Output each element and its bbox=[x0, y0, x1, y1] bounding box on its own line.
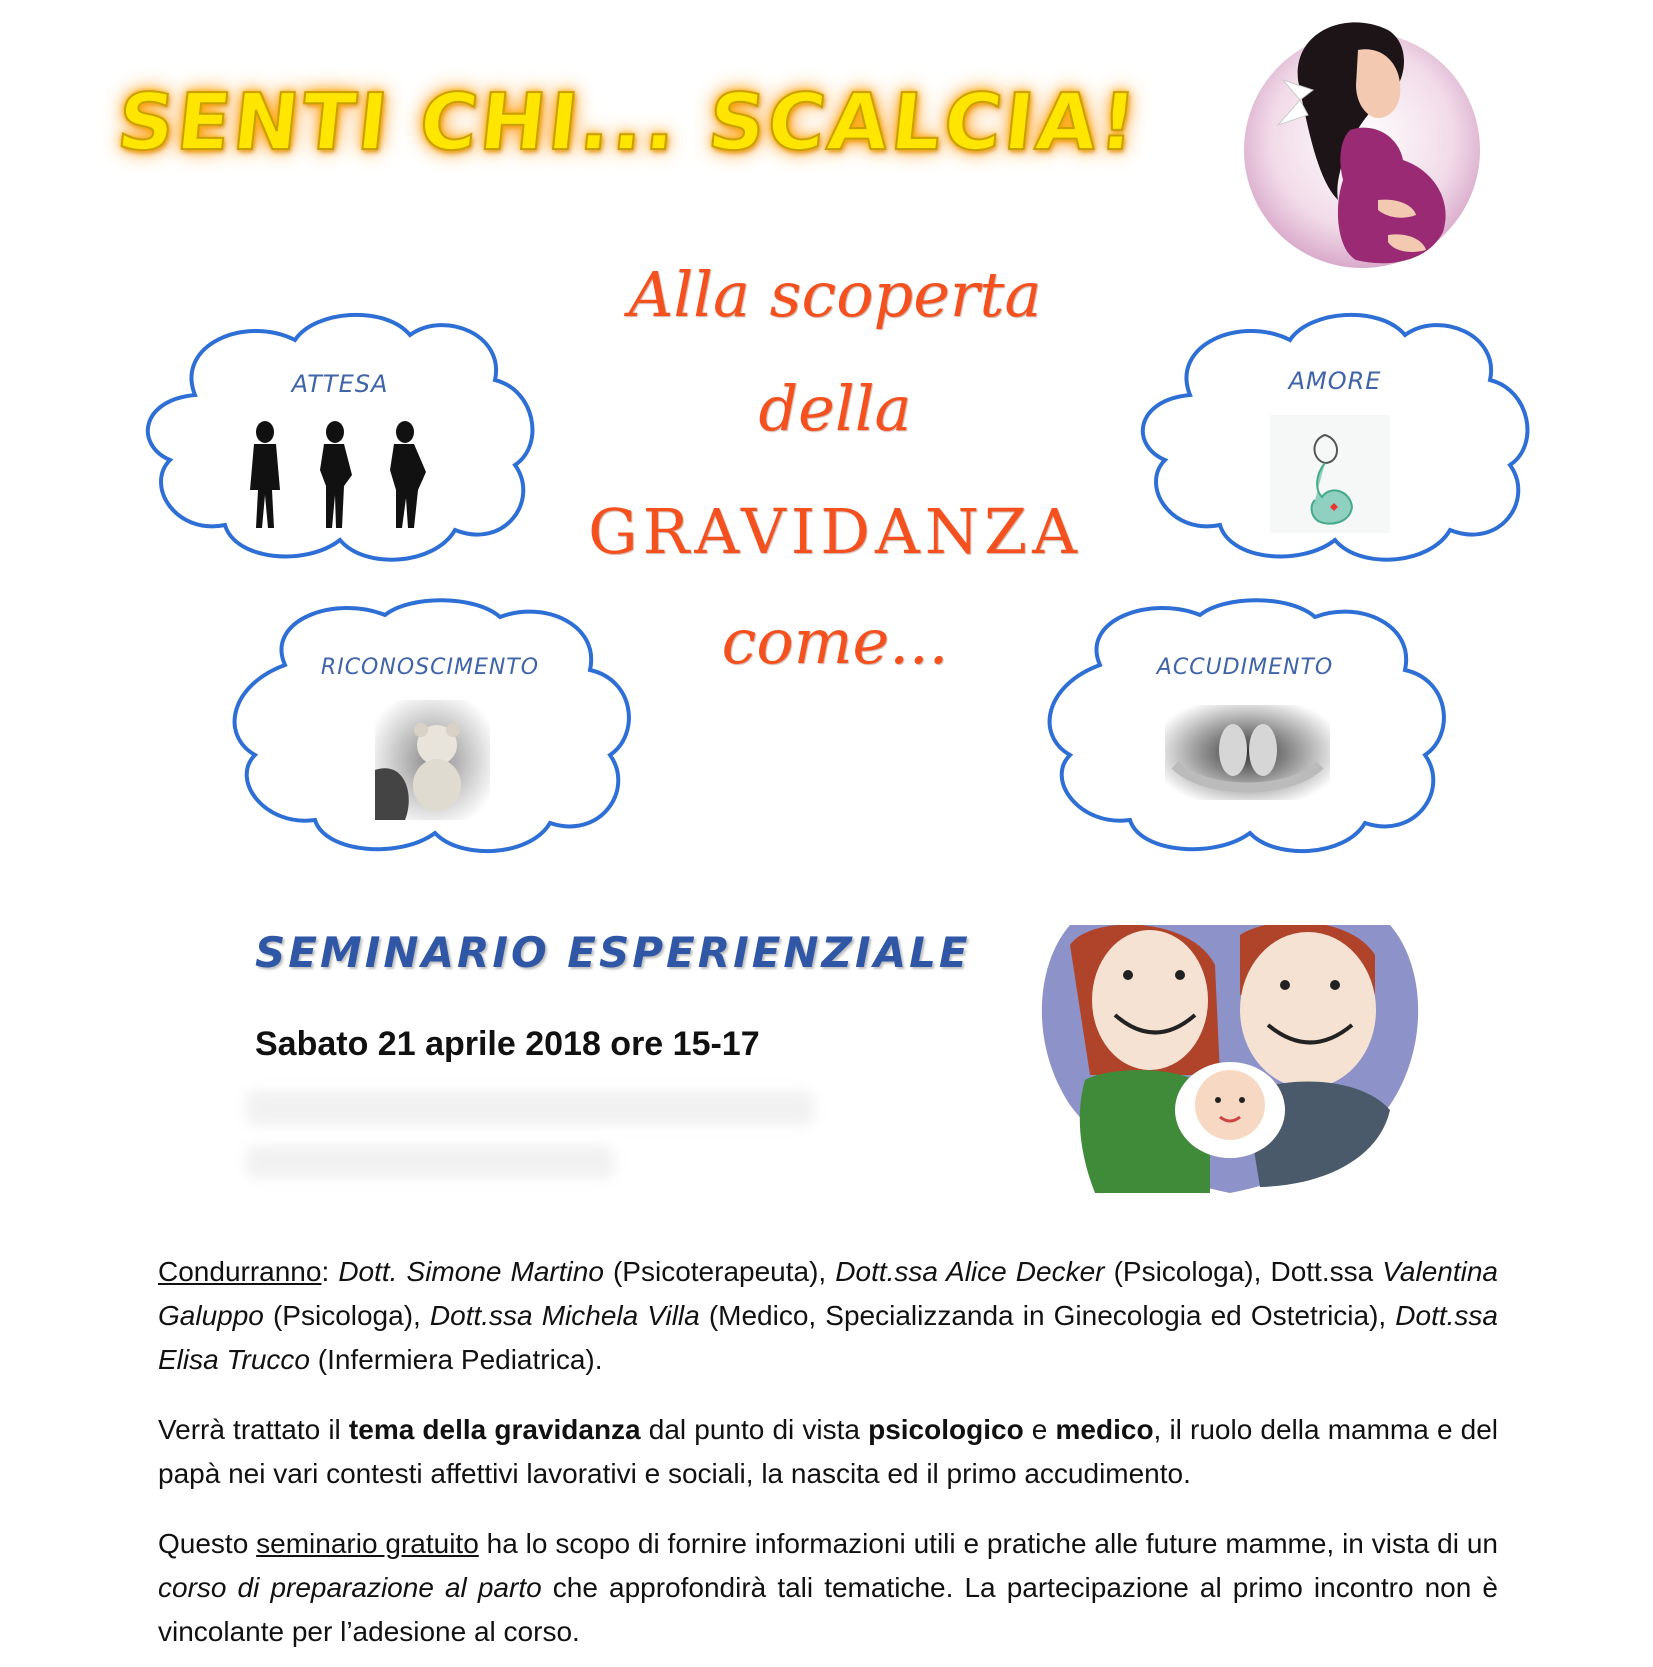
conductor-role: (Psicologa), bbox=[263, 1300, 430, 1331]
teddy-bear-image bbox=[375, 700, 490, 820]
conductor-name: Dott.ssa Elisa Trucco bbox=[158, 1300, 1498, 1375]
cloud-accudimento bbox=[1030, 595, 1460, 865]
headline-line-4: come... bbox=[721, 605, 949, 678]
conductor-role: (Psicoterapeuta), bbox=[603, 1256, 836, 1287]
silhouettes-image bbox=[240, 420, 440, 530]
topic-paragraph bbox=[158, 1408, 1498, 1496]
underlined-text: seminario gratuito bbox=[256, 1528, 479, 1559]
blurred-text-line bbox=[245, 1090, 815, 1126]
text-run: Verrà trattato il bbox=[158, 1414, 349, 1445]
text-run: e bbox=[1023, 1414, 1056, 1445]
italic-text: corso di preparazione al parto bbox=[158, 1572, 542, 1603]
cloud-riconoscimento bbox=[215, 595, 645, 865]
conductor-name: Dott.ssa Michela Villa bbox=[429, 1300, 700, 1331]
bold-text: tema della gravidanza bbox=[348, 1414, 641, 1445]
text-run: Questo bbox=[158, 1528, 257, 1559]
conductor-role: (Infermiera Pediatrica). bbox=[309, 1344, 603, 1375]
pregnant-woman-illustration bbox=[1238, 10, 1486, 272]
headline-line-2: della bbox=[758, 372, 912, 445]
seminar-title: SEMINARIO ESPERIENZIALE bbox=[255, 928, 971, 977]
cloud-label-amore: AMORE bbox=[1288, 367, 1382, 395]
cloud-label-accudimento: ACCUDIMENTO bbox=[1156, 655, 1334, 680]
cloud-label-attesa: ATTESA bbox=[291, 370, 389, 398]
purpose-paragraph bbox=[158, 1522, 1498, 1654]
cloud-attesa bbox=[125, 305, 555, 575]
text-run: : bbox=[321, 1256, 339, 1287]
conductor-name: Dott.ssa Alice Decker bbox=[835, 1256, 1105, 1287]
seminar-date: Sabato 21 aprile 2018 ore 15-17 bbox=[255, 1025, 760, 1063]
blurred-text-line bbox=[245, 1145, 615, 1179]
conductor-name: Dott. Simone Martino bbox=[338, 1256, 604, 1287]
text-run: ha lo scopo di fornire informazioni utili e pratiche alle future mamme, in vista di un bbox=[478, 1528, 1498, 1559]
poster-title: SENTI CHI... SCALCIA! bbox=[113, 78, 1144, 168]
conductor-role: (Medico, Specializzanda in Ginecologia ed Ostetricia), bbox=[699, 1300, 1396, 1331]
pregnant-line-art-image bbox=[1270, 415, 1390, 533]
baby-feet-in-hands-image bbox=[1165, 705, 1330, 800]
cloud-label-riconoscimento: RICONOSCIMENTO bbox=[320, 655, 540, 680]
text-run: , il ruolo della mamma e del papà nei vari contesti affettivi lavorativi e sociali, la nascita ed il primo accudimento. bbox=[158, 1414, 1499, 1489]
cloud-amore bbox=[1120, 305, 1550, 580]
text-run: dal punto di vista bbox=[640, 1414, 869, 1445]
bold-text: medico bbox=[1055, 1414, 1154, 1445]
conductor-name: Valentina Galuppo bbox=[158, 1256, 1498, 1331]
conductors-label: Condurranno bbox=[158, 1256, 322, 1287]
family-illustration bbox=[1030, 925, 1430, 1193]
bold-text: psicologico bbox=[868, 1414, 1024, 1445]
conductor-role: (Psicologa), Dott.ssa bbox=[1104, 1256, 1383, 1287]
conductors-paragraph bbox=[158, 1250, 1498, 1382]
headline-line-1: Alla scoperta bbox=[628, 258, 1042, 331]
text-run: che approfondirà tali tematiche. La partecipazione al primo incontro non è vincolante per l’adesione al corso. bbox=[158, 1572, 1498, 1647]
headline-line-3: GRAVIDANZA bbox=[588, 495, 1082, 568]
